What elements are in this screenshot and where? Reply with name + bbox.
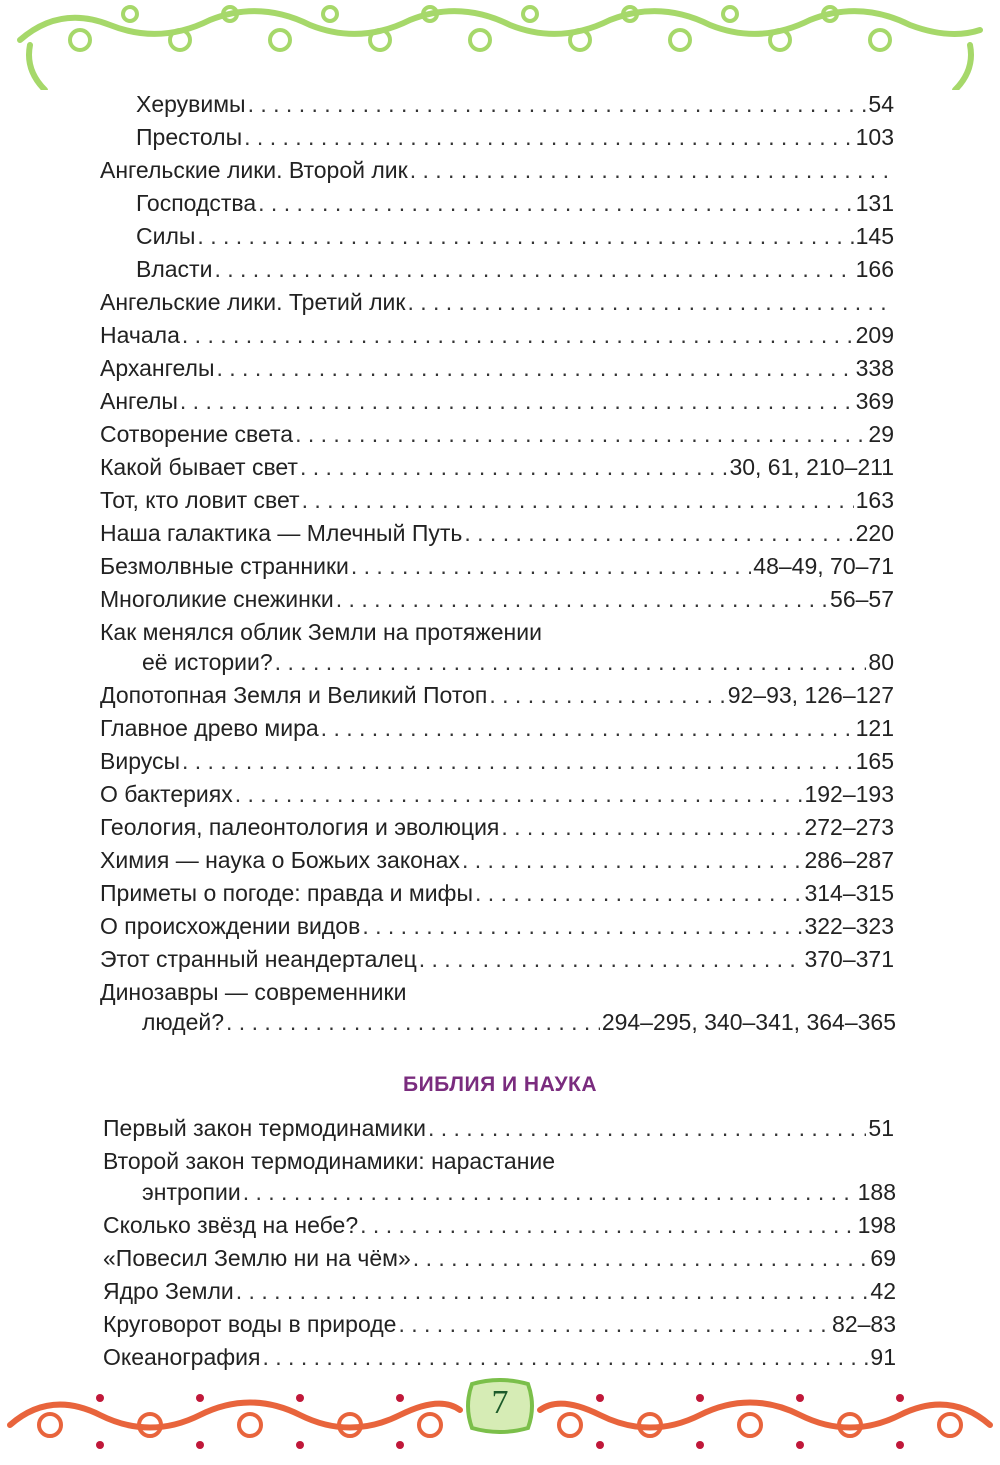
- toc-entry-page: 166: [855, 256, 894, 282]
- toc-leader-dots: [258, 187, 853, 219]
- toc-entry-title: О бактериях: [100, 781, 233, 807]
- toc-entry[interactable]: [100, 154, 890, 186]
- toc-entry-page: 338: [855, 355, 894, 381]
- toc-entry[interactable]: [103, 1341, 896, 1373]
- toc-leader-dots: [182, 745, 854, 777]
- toc-entry-title: Приметы о погоде: правда и мифы: [100, 880, 474, 906]
- toc-entry[interactable]: [136, 121, 894, 153]
- toc-leader-dots: [351, 550, 751, 582]
- toc-entry-page: 286–287: [804, 847, 894, 873]
- toc-entry[interactable]: [100, 352, 894, 384]
- toc-leader-dots: [275, 646, 867, 678]
- toc-leader-dots: [413, 1242, 869, 1274]
- toc-entry-title-cont: её истории?: [142, 649, 273, 675]
- toc-entry-title: Херувимы: [136, 91, 246, 117]
- toc-leader-dots: [398, 1308, 830, 1340]
- toc-entry-title: Как менялся облик Земли на протяжении: [100, 619, 542, 645]
- toc-entry-page: 131: [855, 190, 894, 216]
- toc-entry-page: 192–193: [804, 781, 894, 807]
- toc-entry-page: 209: [855, 322, 894, 348]
- toc-leader-dots: [300, 451, 727, 483]
- toc-entry-page: 188: [857, 1179, 896, 1205]
- toc-entry-page: 51: [868, 1115, 894, 1141]
- toc-entry-title: Силы: [136, 223, 196, 249]
- toc-entry-title: Ангелы: [100, 388, 178, 414]
- toc-entry-title: Архангелы: [100, 355, 215, 381]
- toc-leader-dots: [235, 778, 803, 810]
- toc-entry[interactable]: [100, 910, 894, 942]
- toc-entry-page: 163: [855, 487, 894, 513]
- toc-entry[interactable]: [100, 877, 894, 909]
- toc-entry-title: Круговорот воды в природе: [103, 1311, 397, 1337]
- toc-leader-dots: [410, 154, 888, 186]
- toc-entry-title: Тот, кто ловит свет: [100, 487, 300, 513]
- toc-leader-dots: [336, 583, 828, 615]
- toc-entry-page: 91: [870, 1344, 896, 1370]
- toc-entry-first-line[interactable]: [100, 976, 894, 1008]
- toc-entry[interactable]: [100, 484, 894, 516]
- toc-leader-dots: [263, 1341, 869, 1373]
- toc-leader-dots: [321, 712, 854, 744]
- toc-leader-dots: [489, 679, 725, 711]
- toc-entry[interactable]: [100, 319, 894, 351]
- toc-entry-title: Ангельские лики. Третий лик: [100, 289, 406, 315]
- toc-leader-dots: [295, 418, 866, 450]
- toc-entry[interactable]: [100, 385, 894, 417]
- toc-entry-page: 165: [855, 748, 894, 774]
- page-number: 7: [491, 1384, 509, 1421]
- toc-entry[interactable]: [100, 517, 894, 549]
- toc-entry-title: Начала: [100, 322, 180, 348]
- toc-leader-dots: [362, 910, 802, 942]
- toc-entry-page: 82–83: [832, 1311, 896, 1337]
- toc-entry[interactable]: [100, 811, 894, 843]
- toc-entry-page: 56–57: [830, 586, 894, 612]
- toc-entry-title-cont: энтропии: [142, 1179, 241, 1205]
- toc-leader-dots: [214, 253, 853, 285]
- toc-leader-dots: [428, 1112, 866, 1144]
- toc-entry-continuation[interactable]: [142, 1176, 896, 1208]
- toc-entry-page: 80: [868, 649, 894, 675]
- toc-leader-dots: [407, 286, 888, 318]
- toc-entry-title: «Повесил Землю ни на чём»: [103, 1245, 411, 1271]
- toc-leader-dots: [248, 88, 867, 120]
- toc-entry[interactable]: [136, 253, 894, 285]
- toc-entry-first-line[interactable]: [100, 616, 894, 648]
- toc-entry-page: 272–273: [804, 814, 894, 840]
- toc-entry-page: 29: [868, 421, 894, 447]
- toc-entry-page: 145: [855, 223, 894, 249]
- toc-entry-page: 69: [870, 1245, 896, 1271]
- toc-leader-dots: [501, 811, 802, 843]
- toc-entry-page: 30, 61, 210–211: [729, 454, 894, 480]
- toc-entry-title: Океанография: [103, 1344, 261, 1370]
- toc-entry[interactable]: [103, 1209, 896, 1241]
- toc-leader-dots: [302, 484, 854, 516]
- toc-entry[interactable]: [100, 712, 894, 744]
- toc-entry-first-line[interactable]: [103, 1145, 894, 1177]
- toc-entry-title: Власти: [136, 256, 213, 282]
- toc-entry-title: Второй закон термодинамики: нарастание: [103, 1148, 556, 1174]
- toc-entry[interactable]: [100, 844, 894, 876]
- toc-entry[interactable]: [103, 1275, 896, 1307]
- toc-entry[interactable]: [100, 418, 894, 450]
- toc-leader-dots: [243, 1176, 856, 1208]
- toc-leader-dots: [236, 1275, 869, 1307]
- toc-entry-page: 370–371: [804, 946, 894, 972]
- toc-entry-page: 369: [855, 388, 894, 414]
- toc-entry-page: 48–49, 70–71: [753, 553, 894, 579]
- toc-entry[interactable]: [136, 187, 894, 219]
- toc-entry-page: 121: [855, 715, 894, 741]
- toc-entry-title: Наша галактика — Млечный Путь: [100, 520, 463, 546]
- toc-entry-page: 103: [855, 124, 894, 150]
- toc-entry-title: Геология, палеонтология и эволюция: [100, 814, 500, 840]
- toc-leader-dots: [360, 1209, 855, 1241]
- toc-entry[interactable]: [100, 451, 894, 483]
- toc-leader-dots: [475, 877, 802, 909]
- toc-entry-title: Ядро Земли: [103, 1278, 234, 1304]
- toc-entry[interactable]: [103, 1242, 896, 1274]
- toc-leader-dots: [197, 220, 853, 252]
- toc-entry-title: Сколько звёзд на небе?: [103, 1212, 359, 1238]
- toc-entry[interactable]: [100, 583, 894, 615]
- toc-leader-dots: [419, 943, 803, 975]
- toc-entry[interactable]: [136, 220, 894, 252]
- toc-entry-title: Многоликие снежинки: [100, 586, 334, 612]
- toc-entry-continuation[interactable]: [142, 1006, 896, 1038]
- toc-entry-title: Господства: [136, 190, 257, 216]
- toc-entry[interactable]: [136, 88, 894, 120]
- toc-leader-dots: [464, 517, 853, 549]
- toc-entry[interactable]: [103, 1308, 896, 1340]
- toc-leader-dots: [216, 352, 853, 384]
- toc-entry-title: Химия — наука о Божьих законах: [100, 847, 460, 873]
- toc-entry[interactable]: [100, 745, 894, 777]
- toc-entry-page: 294–295, 340–341, 364–365: [601, 1009, 896, 1035]
- toc-entry-title-cont: людей?: [142, 1009, 225, 1035]
- toc-entry-title: Ангельские лики. Второй лик: [100, 157, 408, 183]
- toc-entry-page: 220: [855, 520, 894, 546]
- toc-entry-title: Первый закон термодинамики: [103, 1115, 426, 1141]
- toc-entry[interactable]: [100, 943, 894, 975]
- toc-entry[interactable]: [100, 286, 890, 318]
- toc-entry[interactable]: [100, 778, 894, 810]
- toc-entry-page: 198: [857, 1212, 896, 1238]
- toc-entry[interactable]: [100, 679, 894, 711]
- toc-entry-title: Престолы: [136, 124, 243, 150]
- toc-entry-title: Главное древо мира: [100, 715, 319, 741]
- toc-leader-dots: [180, 385, 854, 417]
- toc-leader-dots: [182, 319, 854, 351]
- toc-entry-title: Этот странный неандерталец: [100, 946, 417, 972]
- toc-entry-title: О происхождении видов: [100, 913, 361, 939]
- toc-entry-page: 42: [870, 1278, 896, 1304]
- toc-entry-page: 314–315: [804, 880, 894, 906]
- toc-entry-title: Какой бывает свет: [100, 454, 298, 480]
- top-ornament-border: [0, 0, 1000, 90]
- toc-entry-continuation[interactable]: [142, 646, 894, 678]
- toc-entry-page: 92–93, 126–127: [727, 682, 894, 708]
- toc-entry[interactable]: [100, 550, 894, 582]
- toc-entry-title: Вирусы: [100, 748, 180, 774]
- toc-entry-title: Допотопная Земля и Великий Потоп: [100, 682, 488, 708]
- toc-entry[interactable]: [103, 1112, 894, 1144]
- toc-entry-title: Динозавры — современники: [100, 979, 407, 1005]
- toc-entry-page: 322–323: [804, 913, 894, 939]
- toc-leader-dots: [244, 121, 853, 153]
- section-title: БИБЛИЯ И НАУКА: [402, 1073, 598, 1096]
- toc-entry-title: Сотворение света: [100, 421, 294, 447]
- toc-leader-dots: [462, 844, 803, 876]
- toc-entry-page: 54: [868, 91, 894, 117]
- toc-leader-dots: [226, 1006, 600, 1038]
- toc-entry-title: Безмолвные странники: [100, 553, 349, 579]
